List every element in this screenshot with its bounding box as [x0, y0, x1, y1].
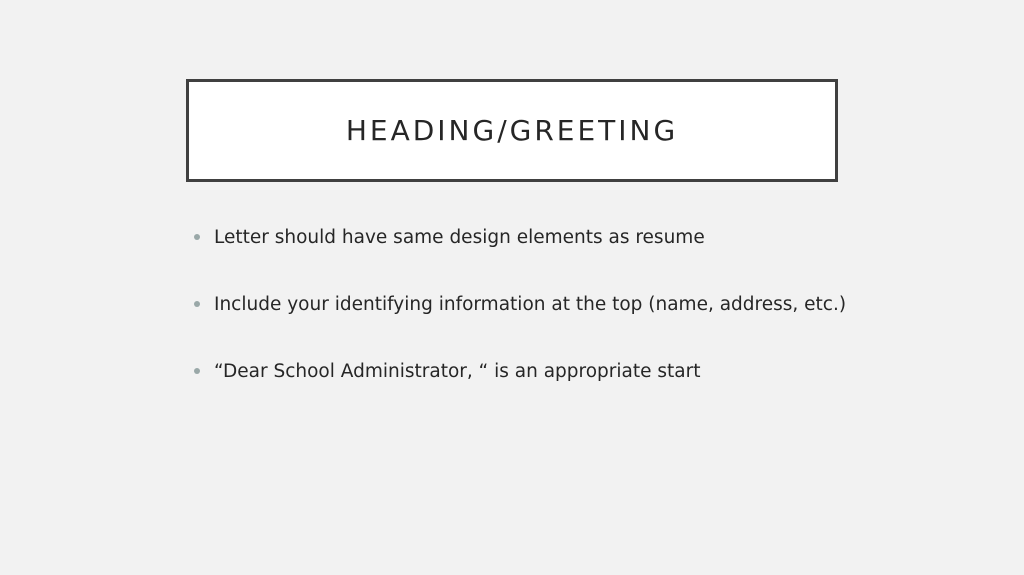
bullet-item	[194, 289, 894, 319]
bullet-dot-icon	[194, 368, 200, 374]
bullet-dot-icon	[194, 301, 200, 307]
bullet-text: Letter should have same design elements as resume	[214, 226, 705, 248]
slide-title-box	[186, 79, 838, 182]
bullet-item	[194, 356, 894, 386]
slide-title: HEADING/GREETING	[345, 114, 679, 147]
bullet-item	[194, 222, 894, 252]
bullet-dot-icon	[194, 234, 200, 240]
bullet-text: “Dear School Administrator, “ is an appropriate start	[214, 360, 701, 382]
bullet-list	[194, 222, 894, 423]
bullet-text: Include your identifying information at the top (name, address, etc.)	[214, 293, 847, 315]
